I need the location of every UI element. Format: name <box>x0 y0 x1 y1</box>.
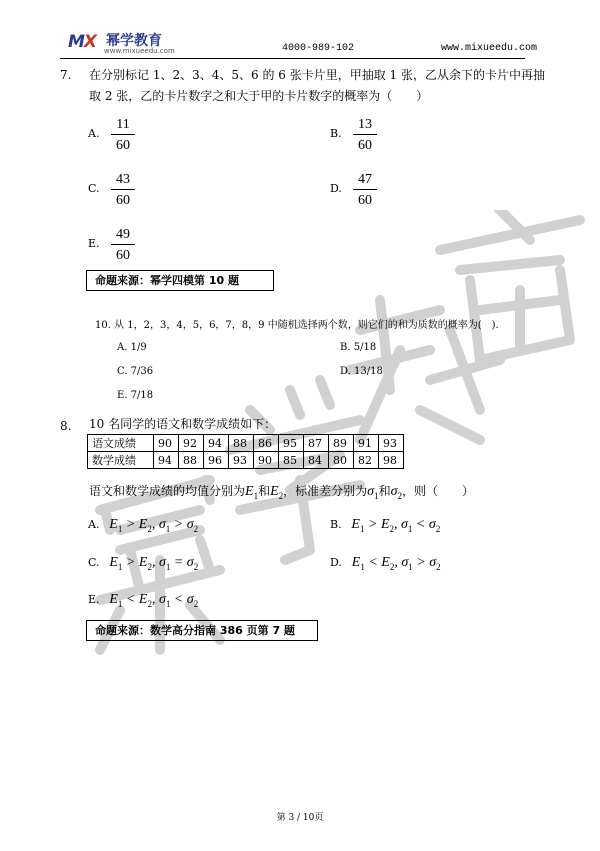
q7-option-a-fraction <box>111 116 135 154</box>
table-cell: 86 <box>254 435 279 452</box>
math-sigma2: $\sigma_2$ <box>390 484 402 501</box>
q7-option-d-denominator: 60 <box>358 193 372 208</box>
q10-option-d-letter: D. <box>340 366 351 377</box>
q7-option-b-numerator: 13 <box>358 117 372 132</box>
logo <box>68 30 208 58</box>
relation-symbol: < <box>368 555 378 570</box>
table-row <box>88 435 404 452</box>
q8-stem-part: 和 <box>258 484 271 498</box>
header-phone: 4000-989-102 <box>282 43 355 54</box>
q7-option-c-denominator: 60 <box>116 193 130 208</box>
q7-option-b-fraction <box>353 116 377 154</box>
q10-option-c <box>117 366 153 377</box>
q8-intro: 10 名同学的语文和数学成绩如下： <box>89 417 277 431</box>
q7-option-d-letter: D. <box>330 182 342 195</box>
q8-stem-part: ，则（ ） <box>402 484 475 498</box>
q7-option-a-letter: A. <box>88 127 100 140</box>
page-footer: 第 3 / 10页 <box>276 813 324 823</box>
relation-symbol: > <box>125 517 136 532</box>
q8-option-letter: B. <box>330 518 342 531</box>
q8-option-c: C. $E_1 > E_2$, $\sigma_1 = \sigma_2$ <box>88 555 199 572</box>
q10-option-e-letter: E. <box>117 390 128 401</box>
q8-option-e: E. $E_1 < E_2$, $\sigma_1 < \sigma_2$ <box>88 592 199 609</box>
table-cell: 88 <box>229 435 254 452</box>
table-cell: 85 <box>279 452 304 469</box>
q10-option-e <box>117 390 153 401</box>
row-label-chinese: 语文成绩 <box>88 435 154 452</box>
q7-option-a-denominator: 60 <box>116 138 130 153</box>
logo-site: www.mixueedu.com <box>104 47 175 55</box>
q10-stem: 10. 从 1，2，3，4，5，6，7，8，9 中随机选择两个数，则它们的和为质数的概率为( ). <box>95 320 499 331</box>
q7-option-b-letter: B. <box>330 127 342 140</box>
q8-stem <box>89 481 474 507</box>
q10-option-d <box>340 366 383 377</box>
header-website: www.mixueedu.com <box>441 43 538 54</box>
math-sigma1: $\sigma_1$ <box>367 484 379 501</box>
table-cell: 95 <box>279 435 304 452</box>
q8-stem-part: 语文和数学成绩的均值分别为 <box>89 484 246 498</box>
q7-option-a-numerator: 11 <box>116 117 130 132</box>
q7-option-d-numerator: 47 <box>358 172 372 187</box>
table-cell: 80 <box>329 452 354 469</box>
row-label-math: 数学成绩 <box>88 452 154 469</box>
q8-option-letter: A. <box>88 518 100 531</box>
table-cell: 91 <box>354 435 379 452</box>
q7-stem-line2: 取 2 张，乙的卡片数字之和大于甲的卡片数字的概率为（ ） <box>89 89 429 103</box>
q8-stem-part: 和 <box>378 484 391 498</box>
table-cell: 96 <box>204 452 229 469</box>
relation-symbol: > <box>125 555 136 570</box>
table-cell: 92 <box>179 435 204 452</box>
relation-symbol: < <box>125 592 136 607</box>
q7-number: 7. <box>60 68 72 82</box>
q8-option-letter: E. <box>88 593 100 606</box>
q10-option-a <box>117 342 147 353</box>
q8-option-letter: D. <box>330 556 342 569</box>
q10-option-c-letter: C. <box>117 366 128 377</box>
q7-option-e-numerator: 49 <box>116 227 130 242</box>
table-cell: 93 <box>379 435 404 452</box>
logo-brand: 幂学教育 <box>106 33 162 49</box>
table-cell: 90 <box>154 435 179 452</box>
relation-symbol: > <box>416 555 426 570</box>
relation-symbol: < <box>415 517 426 532</box>
table-row <box>88 452 404 469</box>
logo-mark: MX <box>68 32 97 52</box>
q10-option-e-value: 7/18 <box>130 390 154 401</box>
math-e2: $E_2$ <box>270 484 284 501</box>
q8-number: 8. <box>60 419 72 433</box>
q7-option-c-letter: C. <box>88 182 100 195</box>
q10-option-a-letter: A. <box>117 342 128 353</box>
q7-option-b-denominator: 60 <box>358 138 372 153</box>
q10-option-a-value: 1/9 <box>130 342 147 353</box>
q7-option-e-fraction <box>111 226 135 264</box>
q8-option-letter: C. <box>88 556 100 569</box>
table-cell: 94 <box>204 435 229 452</box>
q8-option-a: A. $E_1 > E_2$, $\sigma_1 > \sigma_2$ <box>88 517 199 534</box>
q10-option-b-letter: B. <box>340 342 351 353</box>
relation-symbol: = <box>173 555 184 570</box>
table-cell: 88 <box>179 452 204 469</box>
table-cell: 93 <box>229 452 254 469</box>
q7-source-box: 命题来源：幂学四模第 10 题 <box>86 270 274 291</box>
q8-stem-part: ，标准差分别为 <box>283 484 368 498</box>
table-cell: 94 <box>154 452 179 469</box>
relation-symbol: > <box>367 517 378 532</box>
q10-option-b-value: 5/18 <box>353 342 377 353</box>
relation-symbol: < <box>173 592 184 607</box>
q7-option-d-fraction <box>353 171 377 209</box>
table-cell: 98 <box>379 452 404 469</box>
q7-option-c-numerator: 43 <box>116 172 130 187</box>
q7-option-e-letter: E. <box>88 237 100 250</box>
q8-option-b: B. $E_1 > E_2$, $\sigma_1 < \sigma_2$ <box>330 517 441 534</box>
table-cell: 84 <box>304 452 329 469</box>
table-cell: 87 <box>304 435 329 452</box>
q8-option-d: D. $E_1 < E_2$, $\sigma_1 > \sigma_2$ <box>330 555 441 572</box>
q7-option-e-denominator: 60 <box>116 248 130 263</box>
scores-table <box>87 434 404 469</box>
table-cell: 90 <box>254 452 279 469</box>
header-divider <box>60 58 525 59</box>
q7-stem-line1: 在分别标记 1、2、3、4、5、6 的 6 张卡片里，甲抽取 1 张，乙从余下的卡片中再抽 <box>89 68 545 82</box>
q10-option-b <box>340 342 376 353</box>
table-cell: 89 <box>329 435 354 452</box>
q8-source-box: 命题来源：数学高分指南 386 页第 7 题 <box>86 620 318 641</box>
table-cell: 82 <box>354 452 379 469</box>
math-e1: $E_1$ <box>245 484 259 501</box>
q7-option-c-fraction <box>111 171 135 209</box>
q10-option-c-value: 7/36 <box>130 366 154 377</box>
q10-option-d-value: 13/18 <box>354 366 383 377</box>
relation-symbol: > <box>173 517 184 532</box>
